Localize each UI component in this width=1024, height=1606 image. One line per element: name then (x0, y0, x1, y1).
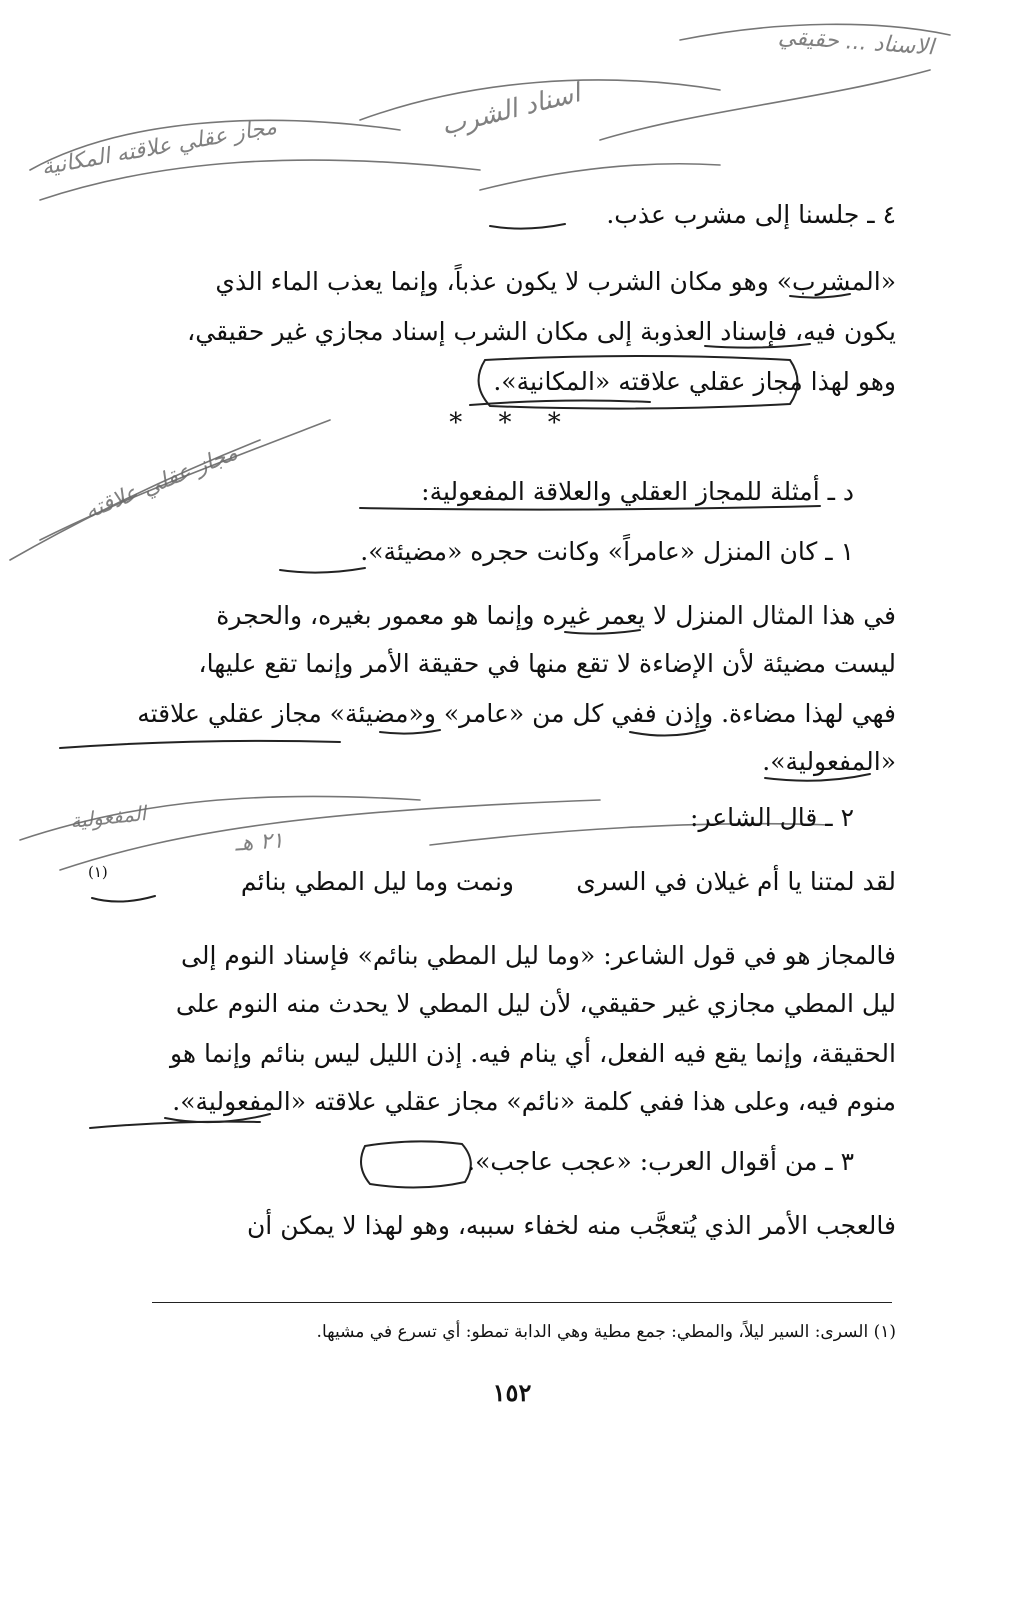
paragraph-line: في هذا المثال المنزل لا يعمر غيره وإنما هو معمور بغيره، والحجرة (216, 601, 896, 630)
scribble-stroke (480, 164, 720, 190)
section-separator: * * * (449, 408, 575, 438)
paragraph-line: «المشرب» وهو مكان الشرب لا يكون عذباً، وإنما يعذب الماء الذي (215, 267, 896, 296)
hand-drawn-box (361, 1141, 471, 1187)
paragraph-line: الحقيقة، وإنما يقع فيه الفعل، أي ينام فيه. إذن الليل ليس بنائم وإنما هو (169, 1039, 896, 1068)
example-3-label: ٣ ـ من أقوال العرب: (639, 1147, 854, 1176)
underline (92, 896, 155, 902)
handwriting-note: مجاز عقلي علاقته (81, 440, 242, 525)
paragraph-line (493, 362, 896, 404)
example-1-title: ١ ـ كان المنزل «عامراً» وكانت حجره «مضيئة». (360, 537, 854, 566)
verse-hemistich-1: لقد لمتنا يا أم غيلان في السرى (576, 867, 896, 896)
handwriting-note: الاسناد ... حقيقي (777, 24, 935, 61)
example-2-title: ٢ ـ قال الشاعر: (690, 803, 854, 832)
footnote: (١) السرى: السير ليلاً، والمطي: جمع مطية وهي الدابة تمطو: أي تسرع في مشيها. (316, 1322, 896, 1342)
scribble-stroke (600, 70, 930, 140)
paragraph-line: منوم فيه، وعلى هذا ففي كلمة «نائم» مجاز عقلي علاقته «المفعولية». (172, 1087, 896, 1116)
page-number: ١٥٢ (492, 1378, 532, 1407)
boxed-phrase: مجاز عقلي علاقته «المكانية». (493, 367, 803, 396)
underline (280, 568, 365, 573)
handwriting-note: المفعولية (68, 801, 148, 833)
paragraph-line: يكون فيه، فإسناد العذوبة إلى مكان الشرب إسناد مجازي غير حقيقي، (187, 317, 896, 346)
paragraph-line: فالعجب الأمر الذي يُتعجَّب منه لخفاء سببه، وهو لهذا لا يمكن أن (246, 1211, 896, 1240)
verse-hemistich-2: ونمت وما ليل المطي بنائم (240, 867, 514, 896)
footnote-marker: (١) (88, 863, 108, 881)
paragraph-line: ليست مضيئة لأن الإضاءة لا تقع منها في حقيقة الأمر وإنما تقع عليها، (198, 649, 896, 678)
underline (490, 224, 565, 229)
section-title: د ـ أمثلة للمجاز العقلي والعلاقة المفعولية: (421, 477, 854, 506)
handwriting-note: ٢١ هـ (234, 828, 285, 857)
paragraph-line: ليل المطي مجازي غير حقيقي، لأن ليل المطي لا يحدث منه النوم على (175, 989, 896, 1018)
footnote-divider (152, 1302, 892, 1303)
paragraph-text: وهو لهذا (810, 367, 896, 396)
boxed-phrase: «عجب عاجب». (467, 1147, 632, 1176)
paragraph-line: فالمجاز هو في قول الشاعر: «وما ليل المطي بنائم» فإسناد النوم إلى (181, 941, 896, 970)
handwriting-note: مجاز عقلي علاقته المكانية (39, 114, 279, 181)
paragraph-line: «المفعولية». (762, 747, 896, 776)
example-3-title (467, 1142, 854, 1184)
paragraph-line: فهي لهذا مضاءة. وإذن ففي كل من «عامر» و«مضيئة» مجاز عقلي علاقته (137, 699, 896, 728)
example-4-title: ٤ ـ جلسنا إلى مشرب عذب. (606, 200, 896, 229)
handwriting-note: اسناد الشرب (438, 78, 584, 142)
underline (60, 741, 340, 748)
